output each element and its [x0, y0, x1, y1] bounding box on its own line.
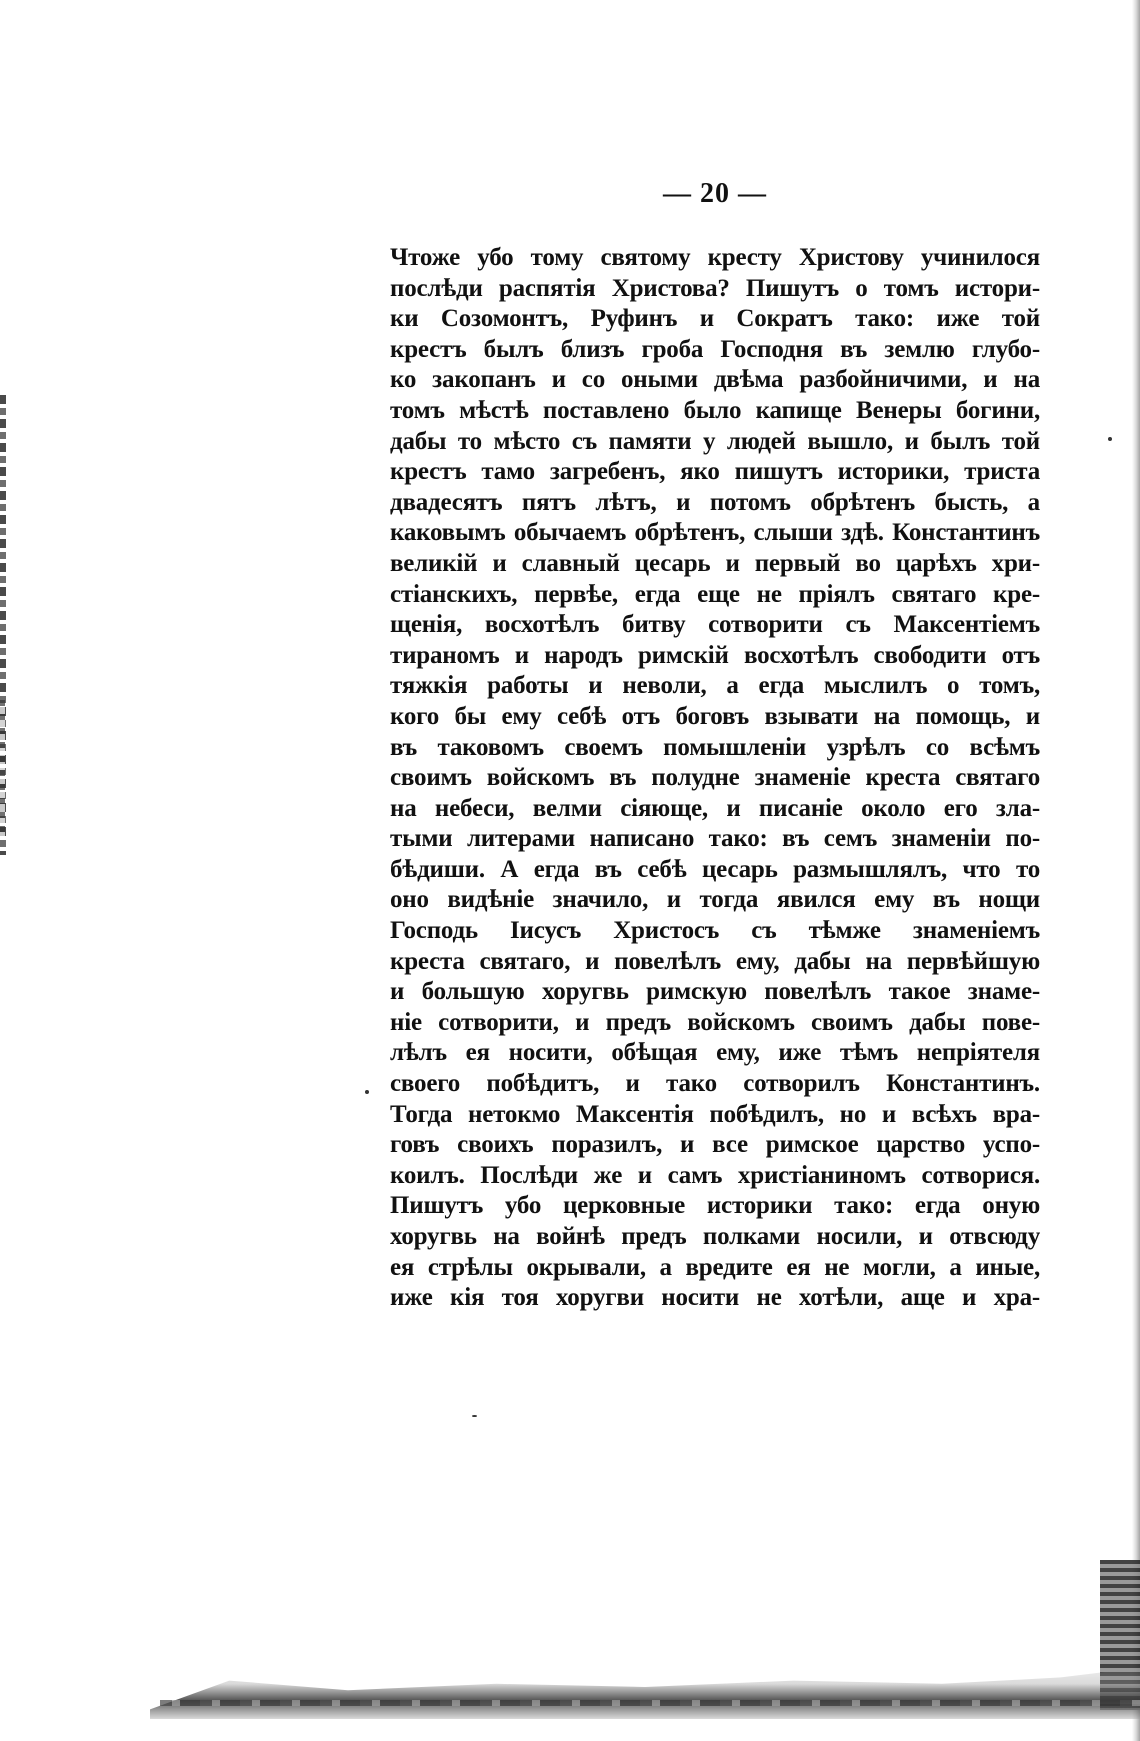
text-line: въ таковомъ своемъ помышленіи узрѣлъ со всѣмъ	[390, 733, 1040, 761]
text-line: ки Созомонтъ, Руфинъ и Сократъ тако: иже той	[390, 305, 1040, 333]
text-line: томъ мѣстѣ поставлено было капище Венеры богини,	[390, 396, 1040, 424]
text-line: двадесятъ пятъ лѣтъ, и потомъ обрѣтенъ бысть, а	[390, 488, 1040, 516]
text-line: дабы то мѣсто съ памяти у людей вышло, и былъ той	[390, 427, 1040, 455]
scan-edge-right	[1132, 0, 1140, 1741]
body-text	[390, 243, 1040, 1314]
scan-edge-left-mark	[0, 700, 5, 840]
text-line: хоругвь на войнѣ предъ полками носили, и отвсюду	[390, 1223, 1040, 1250]
text-line: на небеси, велми сіяюще, и писаніе около его зла-	[390, 794, 1040, 822]
text-line: своего побѣдитъ, и тако сотворилъ Константинъ.	[390, 1070, 1040, 1098]
text-line: ея стрѣлы окрывали, а вредите ея не могли, а иные,	[390, 1253, 1040, 1281]
text-line: и большую хоругвь римскую повелѣлъ такое знаме-	[390, 978, 1040, 1006]
page-number: — 20 —	[663, 178, 767, 209]
text-line: лѣлъ ея носити, обѣщая ему, иже тѣмъ непріятеля	[390, 1039, 1040, 1067]
text-line: Чтоже убо тому святому кресту Христову учинилося	[390, 244, 1040, 271]
text-line: кого бы ему себѣ отъ боговъ взывати на помощь, и	[390, 702, 1040, 730]
text-line: тяжкія работы и неволи, а егда мыслилъ о томъ,	[390, 672, 1040, 700]
text-line: стіанскихъ, первѣе, егда еще не пріялъ святаго кре-	[390, 580, 1040, 608]
text-line: оно видѣніе значило, и тогда явился ему въ нощи	[390, 886, 1040, 914]
text-line: послѣди распятія Христова? Пишутъ о томъ истори-	[390, 274, 1040, 302]
text-line: креста святаго, и повелѣлъ ему, дабы на первѣйшую	[390, 947, 1040, 975]
text-line: Господь Іисусъ Христосъ съ тѣмже знаменіемъ	[390, 917, 1040, 945]
text-line: крестъ тамо загребенъ, яко пишутъ историки, триста	[390, 458, 1040, 486]
text-line: тыми литерами написано тако: въ семъ знаменіи по-	[390, 825, 1040, 853]
text-line: бѣдиши. А егда въ себѣ цесарь размышлялъ, что то	[390, 855, 1040, 883]
speck	[365, 1090, 369, 1094]
text-line: Пишутъ убо церковные историки тако: егда оную	[390, 1192, 1040, 1220]
text-line: Тогда нетокмо Максентія побѣдилъ, но и всѣхъ вра-	[390, 1100, 1040, 1128]
text-line: щенія, восхотѣлъ битву сотворити съ Максентіемъ	[390, 611, 1040, 639]
text-line: коилъ. Послѣди же и самъ христіаниномъ сотворися.	[390, 1161, 1040, 1189]
scan-bottom-shadow	[150, 1655, 1140, 1719]
text-line: своимъ войскомъ въ полудне знаменіе креста святаго	[390, 764, 1040, 792]
text-line: ко закопанъ и со оными двѣма разбойничими, и на	[390, 366, 1040, 394]
text-line: иже кія тоя хоругви носити не хотѣли, аще и хра-	[390, 1284, 1040, 1312]
speck	[472, 1415, 477, 1417]
text-line: ніе сотворити, и предъ войскомъ своимъ дабы пове-	[390, 1008, 1040, 1036]
text-line: говъ своихъ поразилъ, и все римское царство успо-	[390, 1131, 1040, 1159]
speck	[1108, 437, 1112, 441]
scan-bottom-line	[160, 1700, 1140, 1706]
text-line: крестъ былъ близъ гроба Господня въ землю глубо-	[390, 335, 1040, 363]
text-line: тираномъ и народъ римскій восхотѣлъ свободити отъ	[390, 641, 1040, 669]
text-line: великій и славный цесарь и первый во царѣхъ хри-	[390, 549, 1040, 577]
text-line: каковымъ обычаемъ обрѣтенъ, слыши здѣ. Константинъ	[390, 519, 1040, 547]
